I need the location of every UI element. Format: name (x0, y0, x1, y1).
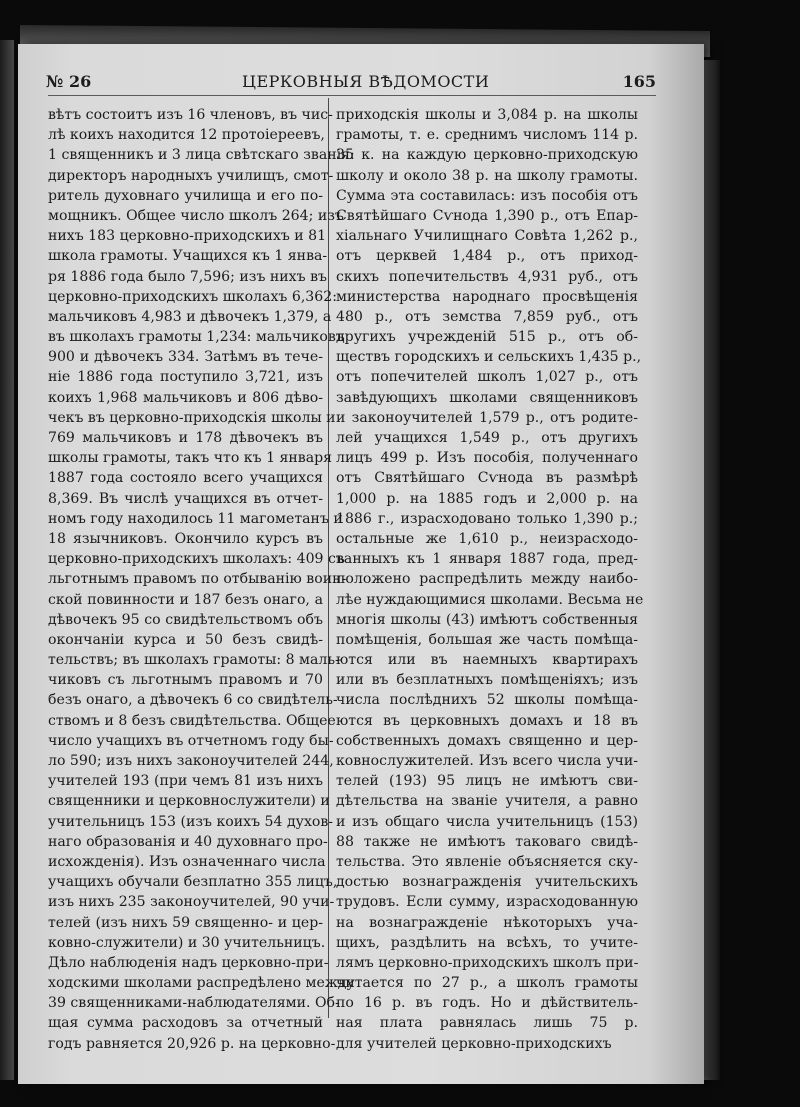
text-line: по 16 р. въ годъ. Но и дѣйствитель- (336, 995, 638, 1012)
text-line: церковно-приходскихъ школахъ 6,362: (48, 288, 337, 305)
text-line: на вознагражденіе нѣкоторыхъ уча- (336, 914, 638, 931)
text-line: многія школы (43) имѣютъ собственныя (336, 611, 638, 628)
text-line: щихъ, раздѣлить на всѣхъ, то учите- (336, 934, 638, 951)
text-line: чекъ въ церковно-приходскія школы и (48, 409, 336, 426)
text-line: учащихъ обучали безплатно 355 лицъ, (48, 874, 338, 891)
text-line: помѣщенія, большая же часть помѣща- (336, 631, 638, 648)
header-rule (48, 95, 656, 96)
text-line: 1 священникъ и 3 лица свѣтскаго званія: (48, 147, 355, 164)
text-line: церковно-приходскихъ школахъ: 409 съ (48, 551, 345, 568)
text-line: достью вознагражденія учительскихъ (336, 874, 638, 891)
text-line: безъ онаго, а дѣвочекъ 6 со свидѣтель- (48, 692, 338, 709)
text-line: ются въ церковныхъ домахъ и 18 въ (336, 712, 638, 729)
text-line: Дѣло наблюденія надъ церковно-при- (48, 954, 329, 971)
text-line: учителей 193 (при чемъ 81 изъ нихъ (48, 773, 323, 790)
text-line: грамоты, т. е. среднимъ числомъ 114 р. (336, 127, 638, 144)
text-line: ществъ городскихъ и сельскихъ 1,435 р., (336, 349, 642, 366)
text-line: чиковъ съ льготнымъ правомъ и 70 (48, 672, 323, 689)
text-line: Святѣйшаго Сѵнода 1,390 р., отъ Епар- (336, 207, 638, 224)
text-line: числа послѣднихъ 52 школы помѣща- (336, 692, 638, 709)
text-line: директоръ народныхъ училищъ, смот- (48, 167, 334, 184)
text-line: 88 также не имѣютъ таковаго свидѣ- (336, 833, 638, 850)
text-line: учительницъ 153 (изъ коихъ 54 духов- (48, 813, 334, 830)
text-line: 1886 г., израсходовано только 1,390 р.; (336, 510, 638, 527)
text-line: остальные же 1,610 р., неизрасходо- (336, 530, 638, 547)
text-line: школу и около 38 р. на школу грамоты. (336, 167, 638, 184)
text-line: лей учащихся 1,549 р., отъ другихъ (336, 430, 638, 446)
text-line: и законоучителей 1,579 р., отъ родите- (336, 409, 638, 426)
text-line: ло 590; изъ нихъ законоучителей 244, (48, 753, 334, 769)
text-line: ской повинности и 187 безъ онаго, а (48, 591, 323, 608)
text-line: школы грамоты, такъ что къ 1 января (48, 450, 333, 467)
book-binding-edge (0, 40, 14, 1080)
text-line: скихъ попечительствъ 4,931 руб., отъ (336, 268, 638, 285)
text-line: изъ нихъ 235 законоучителей, 90 учи- (48, 894, 335, 911)
text-line: 18 язычниковъ. Окончило курсъ въ (48, 530, 323, 547)
text-line: отъ Святѣйшаго Сѵнода въ размѣрѣ (336, 470, 638, 487)
text-line: положено распредѣлить между наибо- (336, 571, 638, 588)
text-line: номъ году находилось 11 магометанъ и (48, 510, 343, 527)
text-line: щая сумма расходовъ за отчетный (48, 1015, 323, 1032)
text-line: лѣе нуждающимися школами. Весьма не (336, 591, 644, 608)
text-line: Сумма эта составилась: изъ пособія отъ (336, 187, 638, 204)
text-line: ванныхъ къ 1 января 1887 года, пред- (336, 551, 638, 568)
text-column-right (336, 105, 644, 1054)
issue-number: № 26 (46, 72, 92, 91)
page-header (46, 72, 656, 94)
text-line: ются или въ наемныхъ квартирахъ (336, 652, 638, 669)
text-line: 1887 года состояло всего учащихся (48, 470, 323, 487)
text-line: вѣтъ состоитъ изъ 16 членовъ, въ чис- (48, 107, 333, 123)
text-line: ная плата равнялась лишь 75 р. (336, 1015, 638, 1032)
text-line: трудовъ. Если сумму, израсходованную (336, 894, 638, 911)
text-line: ря 1886 года было 7,596; изъ нихъ въ (48, 268, 327, 285)
text-line: 1,000 р. на 1885 годъ и 2,000 р. на (336, 490, 638, 507)
text-line: завѣдующихъ школами священниковъ (336, 389, 638, 406)
text-line: число учащихъ въ отчетномъ году бы- (48, 732, 334, 749)
text-line: и изъ общаго числа учительницъ (153) (336, 813, 638, 830)
text-line: тельства. Это явленіе объясняется ску- (336, 853, 638, 870)
text-line: дѣвочекъ 95 со свидѣтельствомъ объ (48, 611, 323, 628)
text-line: ніе 1886 года поступило 3,721, изъ (48, 369, 323, 386)
text-line: 8,369. Въ числѣ учащихся въ отчет- (48, 490, 323, 507)
text-line: лѣ коихъ находится 12 протоіереевъ, (48, 127, 325, 144)
text-line: лицъ 499 р. Изъ пособія, полученнаго (336, 450, 638, 467)
text-line: лямъ церковно-приходскихъ школъ при- (336, 954, 639, 971)
text-line: 900 и дѣвочекъ 334. Затѣмъ въ тече- (48, 349, 323, 366)
text-line: ходскими школами распредѣлено между (48, 975, 355, 992)
text-line: школа грамоты. Учащихся къ 1 янва- (48, 248, 328, 265)
text-line: другихъ учрежденій 515 р., отъ об- (336, 329, 638, 346)
text-line: телей (193) 95 лицъ не имѣютъ сви- (336, 773, 638, 790)
text-line: ковнослужителей. Изъ всего числа учи- (336, 753, 638, 769)
text-line: окончаніи курса и 50 безъ свидѣ- (48, 631, 323, 648)
text-line: мальчиковъ 4,983 и дѣвочекъ 1,379, а (48, 308, 332, 325)
text-line: дѣтельства на званіе учителя, а равно (336, 793, 638, 810)
text-line: министерства народнаго просвѣщенія (336, 288, 638, 305)
journal-title: ЦЕРКОВНЫЯ ВѢДОМОСТИ (242, 72, 490, 91)
text-line: нихъ 183 церковно-приходскихъ и 81 (48, 228, 327, 245)
text-line: годъ равняется 20,926 р. на церковно- (48, 1035, 336, 1052)
text-line: 35 к. на каждую церковно-приходскую (336, 147, 638, 164)
text-line: ствомъ и 8 безъ свидѣтельства. Общее (48, 712, 336, 729)
text-line: 480 р., отъ земства 7,859 руб., отъ (336, 308, 638, 325)
text-line: ковно-служители) и 30 учительницъ. (48, 934, 326, 951)
text-line: телей (изъ нихъ 59 священно- и цер- (48, 914, 323, 931)
text-line: въ школахъ грамоты 1,234: мальчиковъ (48, 329, 345, 346)
text-line: ритель духовнаго училища и его по- (48, 187, 323, 204)
text-line: священники и церковнослужители) и (48, 793, 330, 810)
text-column-left (48, 105, 355, 1054)
page-number: 165 (622, 72, 656, 91)
text-line: приходскія школы и 3,084 р. на школы (336, 107, 638, 123)
text-line: льготнымъ правомъ по отбыванію воин- (48, 571, 347, 588)
text-line: собственныхъ домахъ священно и цер- (336, 732, 638, 749)
text-line: или въ безплатныхъ помѣщеніяхъ; изъ (336, 672, 638, 689)
text-line: коихъ 1,968 мальчиковъ и 806 дѣво- (48, 389, 323, 406)
text-line: исхожденія). Изъ означеннаго числа (48, 853, 326, 870)
text-line: для учителей церковно-приходскихъ (336, 1035, 612, 1052)
text-line: отъ церквей 1,484 р., отъ приход- (336, 248, 638, 265)
text-line: тельствъ; въ школахъ грамоты: 8 маль- (48, 652, 340, 669)
text-line: читается по 27 р., а школъ грамоты (336, 975, 638, 992)
text-line: наго образованія и 40 духовнаго про- (48, 833, 328, 850)
text-line: отъ попечителей школъ 1,027 р., отъ (336, 369, 638, 386)
text-line: хіальнаго Училищнаго Совѣта 1,262 р., (336, 228, 638, 245)
text-line: мощникъ. Общее число школъ 264; изъ (48, 207, 344, 224)
text-line: 39 священниками-наблюдателями. Об- (48, 995, 340, 1012)
text-line: 769 мальчиковъ и 178 дѣвочекъ въ (48, 430, 323, 446)
